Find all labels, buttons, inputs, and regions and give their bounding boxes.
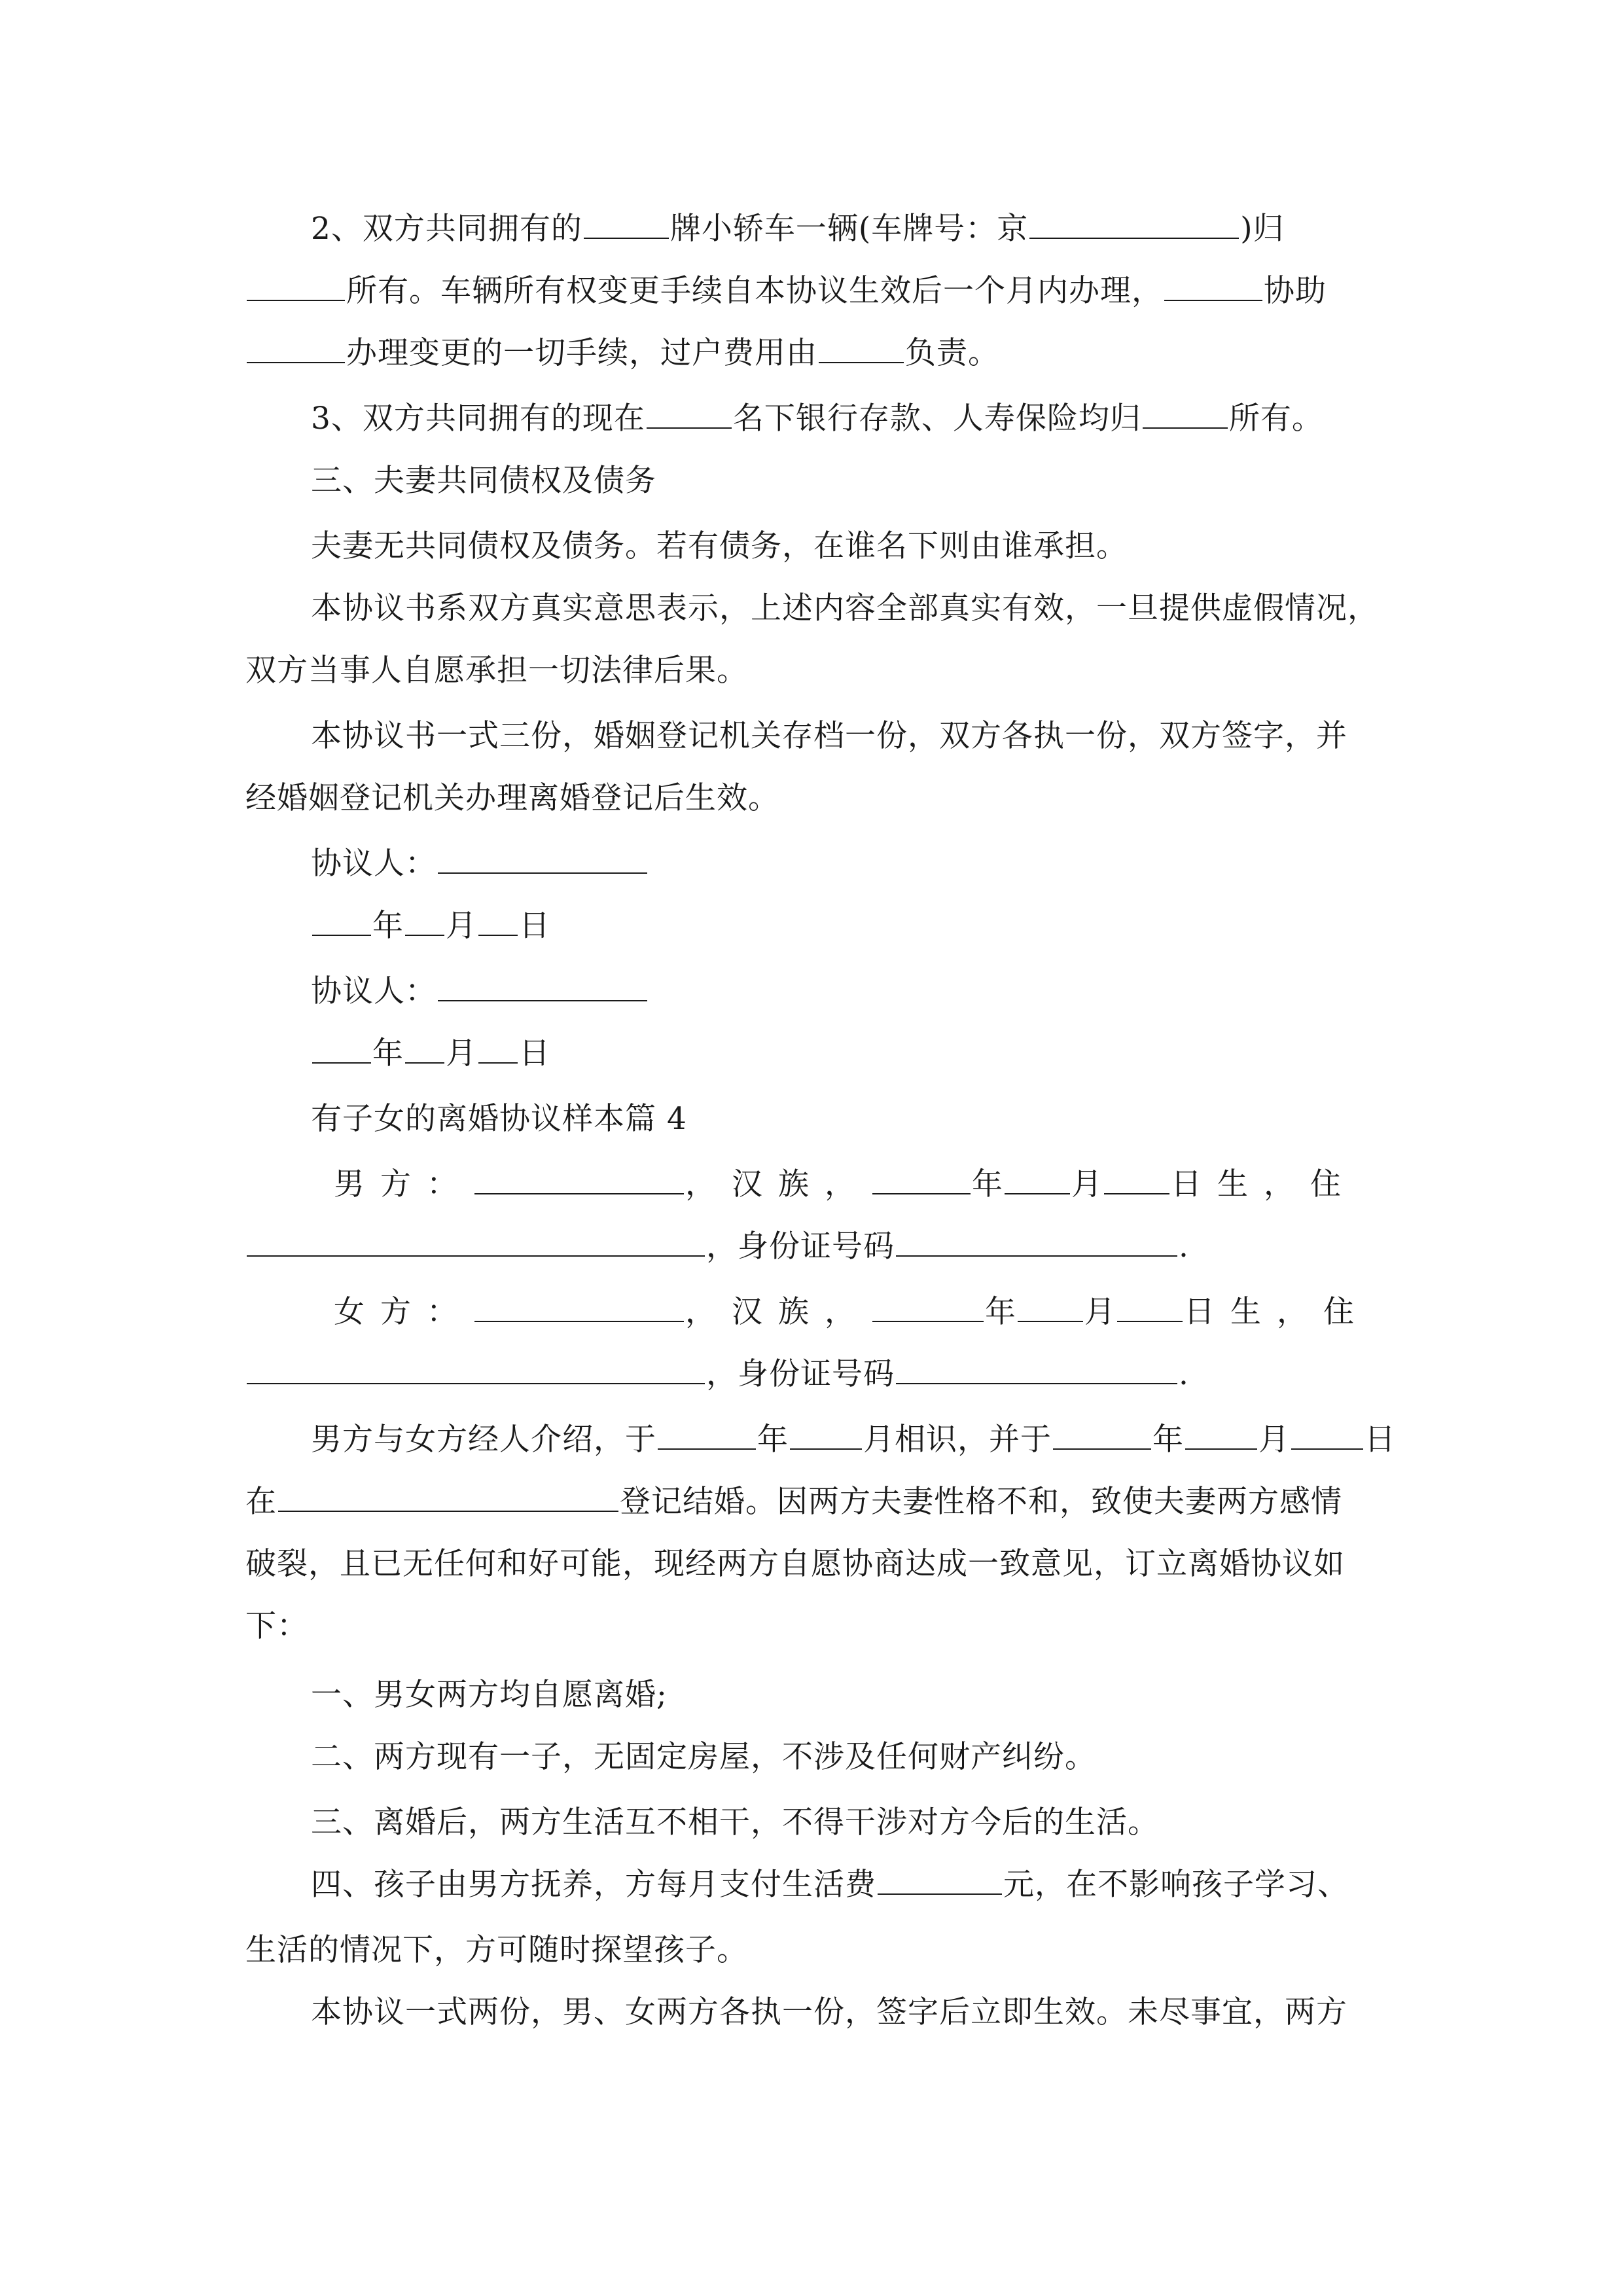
blank-field: [1143, 400, 1228, 429]
text: ，身份证号码: [706, 1229, 895, 1265]
blank-field: [658, 1421, 756, 1450]
blank-field: [1185, 1421, 1257, 1450]
blank-field: [1291, 1421, 1363, 1450]
paragraph: 本协议书系双方真实意思表示，上述内容全部真实有效，一旦提供虚假情况，: [311, 590, 1379, 626]
blank-field: [474, 1293, 684, 1322]
text-line: [245, 272, 1397, 311]
text: 年: [372, 908, 404, 944]
paragraph: 生活的情况下，方可随时探望孩子。: [245, 1932, 748, 1968]
paragraph: 本协议书一式三份，婚姻登记机关存档一份，双方各执一份，双方签字，并: [311, 718, 1347, 754]
signer-label: 协议人：: [311, 846, 437, 882]
blank-field: [819, 334, 904, 363]
blank-field: [247, 1355, 705, 1384]
text: 负责。: [905, 335, 999, 371]
text: ，汉族，: [685, 1166, 871, 1202]
text: 日生，住: [1171, 1166, 1357, 1202]
text: 年: [985, 1294, 1016, 1330]
date-line: [245, 1034, 1463, 1073]
text: 女方：: [334, 1294, 473, 1330]
blank-field: [872, 1293, 984, 1322]
text: 2、双方共同拥有的: [311, 211, 582, 247]
text: 月: [1258, 1422, 1290, 1458]
blank-field: [278, 1483, 618, 1512]
blank-field: [405, 907, 444, 936]
text: ，身份证号码: [706, 1356, 895, 1392]
blank-field: [474, 1166, 684, 1194]
text-line: [245, 1420, 1463, 1460]
blank-field: [790, 1421, 862, 1450]
text: 登记结婚。因两方夫妻性格不和，致使夫妻两方感情: [620, 1484, 1342, 1520]
text: 日: [1364, 1422, 1396, 1458]
blank-field: [1053, 1421, 1151, 1450]
clause: [245, 1865, 1463, 1905]
blank-field: [1117, 1293, 1183, 1322]
paragraph: 下：: [245, 1608, 308, 1644]
text: 牌小轿车一辆(车牌号：京: [669, 211, 1029, 247]
paragraph: 夫妻无共同债权及债务。若有债务，在谁名下则由谁承担。: [311, 528, 1128, 564]
blank-field: [438, 973, 647, 1001]
text: 元，在不影响孩子学习、: [1003, 1867, 1349, 1903]
text: 月相识，并于: [863, 1422, 1052, 1458]
text: 年: [757, 1422, 789, 1458]
female-id-line: [245, 1355, 1397, 1394]
text: 所有。车辆所有权变更手续自本协议生效后一个月内办理，: [346, 273, 1163, 309]
paragraph: 双方当事人自愿承担一切法律后果。: [245, 653, 748, 689]
text: 月: [446, 1035, 477, 1071]
section-heading: 有子女的离婚协议样本篇 4: [311, 1101, 687, 1137]
blank-field: [1104, 1166, 1169, 1194]
text: ，汉族，: [685, 1294, 871, 1330]
text: .: [1179, 1229, 1189, 1265]
text: 年: [1152, 1422, 1184, 1458]
date-line: [245, 906, 1463, 946]
text: 在: [245, 1484, 277, 1520]
text: 名下银行存款、人寿保险均归: [732, 401, 1141, 437]
paragraph: 经婚姻登记机关办理离婚登记后生效。: [245, 780, 779, 816]
blank-field: [896, 1355, 1177, 1384]
clause: 二、两方现有一子，无固定房屋，不涉及任何财产纠纷。: [311, 1739, 1096, 1775]
text-line: [245, 334, 1397, 373]
male-info-line: [245, 1165, 1486, 1204]
blank-field: [1164, 272, 1262, 301]
blank-field: [247, 1228, 705, 1257]
paragraph: 破裂，且已无任何和好可能，现经两方自愿协商达成一致意见，订立离婚协议如: [245, 1546, 1345, 1582]
blank-field: [478, 907, 518, 936]
text: 月: [1071, 1166, 1103, 1202]
text: 月: [446, 908, 477, 944]
text: 年: [372, 1035, 404, 1071]
text: 月: [1084, 1294, 1116, 1330]
text: 协助: [1264, 273, 1327, 309]
blank-field: [647, 400, 732, 429]
clause: 一、男女两方均自愿离婚;: [311, 1677, 668, 1713]
blank-field: [247, 272, 345, 301]
signature-line: [245, 844, 1463, 884]
blank-field: [878, 1866, 1002, 1895]
text: 男方与女方经人介绍，于: [311, 1422, 656, 1458]
blank-field: [1029, 210, 1239, 239]
text: 办理变更的一切手续，过户费用由: [346, 335, 817, 371]
blank-field: [584, 210, 669, 239]
text: 年: [972, 1166, 1003, 1202]
blank-field: [438, 845, 647, 874]
female-info-line: [245, 1293, 1486, 1332]
text: )归: [1240, 211, 1285, 247]
male-id-line: [245, 1227, 1397, 1266]
blank-field: [312, 907, 371, 936]
blank-field: [1005, 1166, 1070, 1194]
blank-field: [478, 1035, 518, 1064]
text: 所有。: [1228, 401, 1323, 437]
blank-field: [872, 1166, 971, 1194]
clause: 三、离婚后，两方生活互不相干，不得干涉对方今后的生活。: [311, 1804, 1159, 1840]
blank-field: [405, 1035, 444, 1064]
blank-field: [312, 1035, 371, 1064]
text: 日: [519, 908, 550, 944]
section-heading: 三、夫妻共同债权及债务: [311, 463, 656, 499]
text: 四、孩子由男方抚养，方每月支付生活费: [311, 1867, 876, 1903]
signer-label: 协议人：: [311, 973, 437, 1009]
text-line: [245, 209, 1463, 249]
signature-line: [245, 972, 1463, 1011]
text: 3、双方共同拥有的现在: [311, 401, 645, 437]
text: .: [1179, 1356, 1189, 1392]
blank-field: [896, 1228, 1177, 1257]
text: 日生，住: [1184, 1294, 1370, 1330]
paragraph: 本协议一式两份，男、女两方各执一份，签字后立即生效。未尽事宜，两方: [311, 1994, 1347, 2030]
blank-field: [247, 334, 345, 363]
text: 日: [519, 1035, 550, 1071]
text-line: [245, 1482, 1397, 1522]
blank-field: [1018, 1293, 1083, 1322]
text-line: [245, 399, 1463, 439]
text: 男方：: [334, 1166, 473, 1202]
